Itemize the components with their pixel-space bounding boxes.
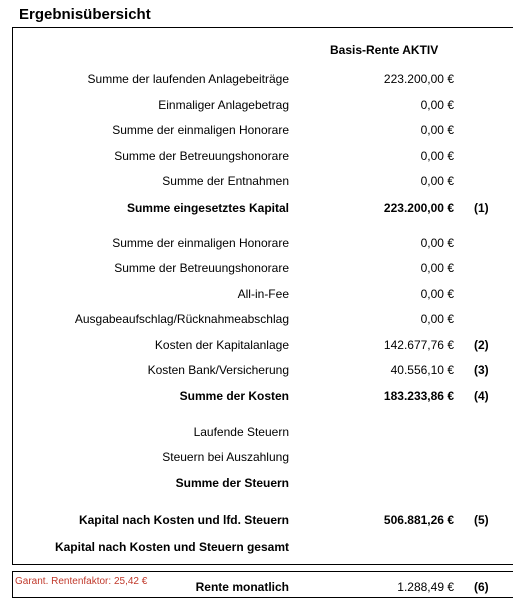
row-ref: (5) (474, 513, 489, 527)
row-label: Ausgabeaufschlag/Rücknahmeabschlag (74, 312, 289, 326)
row-label: Summe der laufenden Anlagebeiträge (87, 72, 289, 86)
row-value: 506.881,26 € (383, 513, 454, 527)
rentenfaktor-note: Garant. Rentenfaktor: 25,42 € (15, 576, 148, 587)
row-value: 0,00 € (420, 236, 454, 250)
row-label: Steuern bei Auszahlung (162, 450, 289, 464)
row-label: Summe der Betreuungshonorare (114, 261, 289, 275)
row-label: Summe der Entnahmen (162, 174, 289, 188)
row-value: 0,00 € (420, 98, 454, 112)
result-row (0, 425, 513, 441)
row-value: 0,00 € (420, 123, 454, 137)
result-row (0, 261, 513, 277)
footer-label: Rente monatlich (195, 580, 289, 594)
row-label: Laufende Steuern (193, 425, 289, 439)
result-row (0, 72, 513, 88)
row-ref: (1) (474, 201, 489, 215)
row-value: 0,00 € (420, 149, 454, 163)
row-label: Kosten Bank/Versicherung (147, 363, 289, 377)
result-row (0, 338, 513, 354)
result-row-total (0, 513, 513, 529)
row-label: All-in-Fee (237, 287, 289, 301)
row-label: Kosten der Kapitalanlage (154, 338, 289, 352)
row-value: 223.200,00 € (383, 201, 454, 215)
row-label: Kapital nach Kosten und Steuern gesamt (54, 540, 289, 554)
row-value: 142.677,76 € (383, 338, 454, 352)
row-value: 40.556,10 € (390, 363, 454, 377)
row-ref: (4) (474, 389, 489, 403)
result-row (0, 123, 513, 139)
result-row (0, 450, 513, 466)
result-row (0, 363, 513, 379)
result-row-total (0, 540, 513, 556)
row-label: Summe der einmaligen Honorare (112, 123, 289, 137)
row-label: Einmaliger Anlagebetrag (158, 98, 289, 112)
row-value: 0,00 € (420, 287, 454, 301)
row-ref: (2) (474, 338, 489, 352)
row-ref: (3) (474, 363, 489, 377)
row-label: Summe der Steuern (175, 476, 289, 490)
row-value: 0,00 € (420, 312, 454, 326)
row-label: Summe eingesetztes Kapital (126, 201, 289, 215)
footer-value: 1.288,49 € (397, 580, 454, 594)
page-title: Ergebnisübersicht (19, 6, 151, 23)
column-header: Basis-Rente AKTIV (330, 43, 439, 57)
row-value: 0,00 € (420, 174, 454, 188)
result-row-total (0, 389, 513, 405)
row-label: Summe der Kosten (179, 389, 289, 403)
result-row (0, 149, 513, 165)
result-row (0, 98, 513, 114)
row-label: Summe der einmaligen Honorare (112, 236, 289, 250)
row-label: Kapital nach Kosten und lfd. Steuern (78, 513, 289, 527)
row-value: 183.233,86 € (383, 389, 454, 403)
result-row (0, 287, 513, 303)
result-row-total (0, 476, 513, 492)
footer-ref: (6) (474, 580, 489, 594)
result-row (0, 174, 513, 190)
result-row (0, 236, 513, 252)
row-value: 223.200,00 € (383, 72, 454, 86)
result-row (0, 312, 513, 328)
row-label: Summe der Betreuungshonorare (114, 149, 289, 163)
result-row-total (0, 201, 513, 217)
row-value: 0,00 € (420, 261, 454, 275)
